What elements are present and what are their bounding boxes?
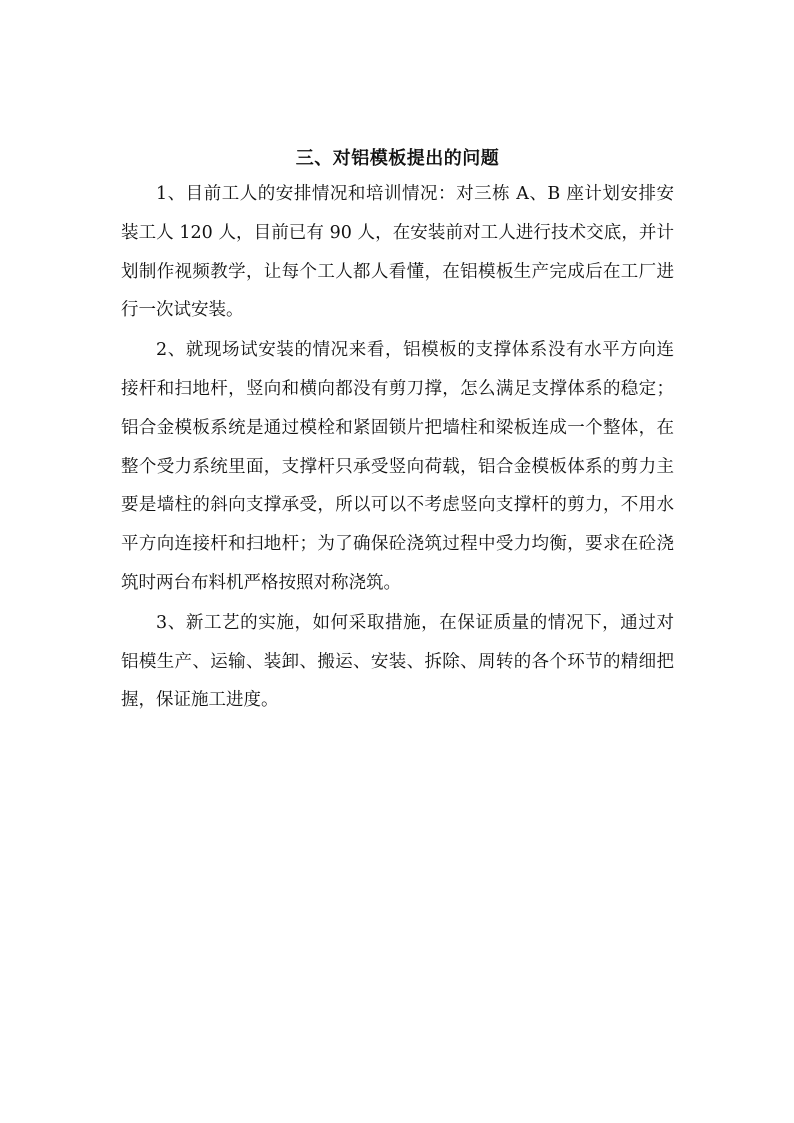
paragraph-3: 3、新工艺的实施，如何采取措施，在保证质量的情况下，通过对铝模生产、运输、装卸、搬运、安装、拆除、周转的各个环节的精细把握，保证施工进度。 xyxy=(121,612,674,711)
section-title: 三、对铝模板提出的问题 xyxy=(295,148,500,169)
paragraph-2: 2、就现场试安装的情况来看，铝模板的支撑体系没有水平方向连接杆和扫地杆，竖向和横向都没有剪刀撑，怎么满足支撑体系的稳定；铝合金模板系统是通过模栓和紧固锁片把墙柱和梁板连成一个整体，在整个受力系统里面，支撑杆只承受竖向荷载，铝合金模板体系的剪力主要是墙柱的斜向支撑承受，所以可以不考虑竖向支撑杆的剪力，不用水平方向连接杆和扫地杆；为了确保砼浇筑过程中受力均衡，要求在砼浇筑时两台布料机严格按照对称浇筑。 xyxy=(121,340,674,593)
document-body xyxy=(121,143,674,720)
paragraph-1: 1、目前工人的安排情况和培训情况：对三栋 A、B 座计划安排安装工人 120 人，目前已有 90 人，在安装前对工人进行技术交底，并计划制作视频教学，让每个工人都人看懂，在铝模板生产完成后在工厂进行一次试安装。 xyxy=(121,184,674,321)
